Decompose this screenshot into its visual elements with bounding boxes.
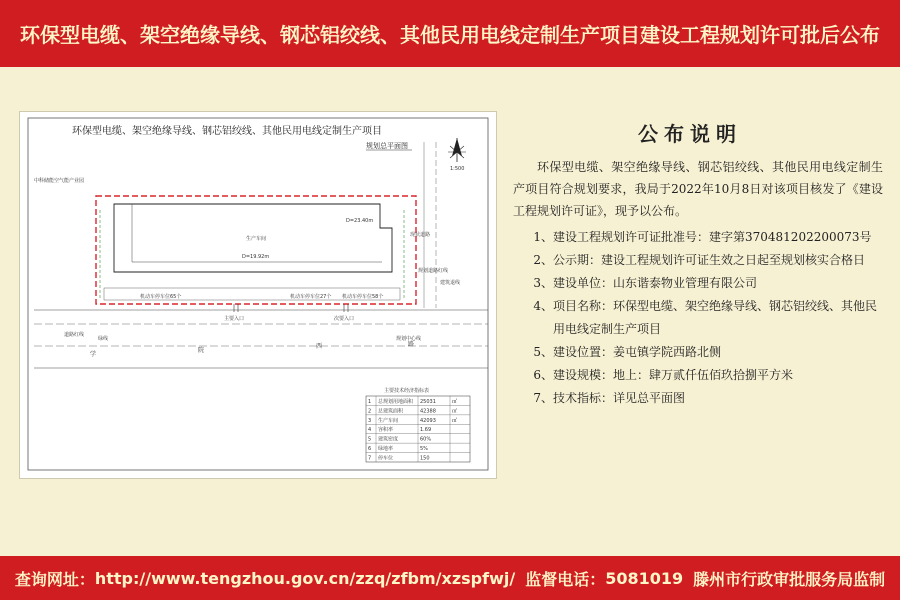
phone-number: 5081019 xyxy=(605,568,684,588)
item-text: 建设规模：地上：肆万贰仟伍佰玖拾捌平方米 xyxy=(553,368,794,382)
side-label-setback: 建筑退线 xyxy=(440,280,461,286)
site-plan-drawing xyxy=(20,112,496,478)
notice-item xyxy=(513,364,883,387)
item-number: 5、 xyxy=(533,345,553,359)
item-number: 6、 xyxy=(533,368,553,382)
item-text: 公示期：建设工程规划许可证生效之日起至规划核实合格日 xyxy=(553,253,866,267)
notice-items xyxy=(513,226,883,410)
side-label-redline: 道路红线 xyxy=(64,332,85,338)
item-number: 3、 xyxy=(533,276,553,290)
page-title: 环保型电缆、架空绝缘导线、钢芯铝绞线、其他民用电线定制生产项目建设工程规划许可批后公布 xyxy=(20,23,880,47)
building-height-label: D=23.40m xyxy=(346,218,374,224)
north-arrow-icon xyxy=(448,138,466,162)
notice-title: 公布说明 xyxy=(638,122,742,146)
building-label: 生产车间 xyxy=(246,236,267,242)
table-cell: ㎡ xyxy=(452,417,458,424)
table-cell: 总建筑面积 xyxy=(378,408,404,415)
neighbor-label: 中科储能空气能产业园 xyxy=(34,178,85,184)
secondary-entrance-label: 次要入口 xyxy=(334,316,355,322)
query-label: 查询网址： xyxy=(14,569,95,589)
table-cell: 25031 xyxy=(420,398,436,405)
table-cell: 容积率 xyxy=(378,427,394,434)
item-number: 2、 xyxy=(533,253,553,267)
notice-item xyxy=(513,341,883,364)
table-cell: 建筑密度 xyxy=(378,436,399,443)
indicator-table xyxy=(366,387,470,462)
header-banner xyxy=(0,0,900,67)
supervisor-label: 滕州市行政审批服务局监制 xyxy=(693,569,886,589)
item-text: 建设单位：山东谐泰物业管理有限公司 xyxy=(553,276,758,290)
table-title: 主要技术经济指标表 xyxy=(384,388,430,394)
table-cell: ㎡ xyxy=(452,398,458,405)
table-cell: 3 xyxy=(368,417,372,424)
side-label-planned-redline: 规划道路红线 xyxy=(418,268,449,274)
road-name-char-3: 西 xyxy=(316,343,323,350)
road-name-char-4: 路 xyxy=(408,341,415,348)
table-cell: 1.69 xyxy=(420,427,432,434)
plan-subtitle: 规划总平面图 xyxy=(366,142,408,150)
notice-item xyxy=(513,387,883,410)
table-cell: 42388 xyxy=(420,408,436,415)
plan-scale: 1:500 xyxy=(450,166,465,172)
table-cell: 5 xyxy=(368,436,372,443)
item-text: 技术指标：详见总平面图 xyxy=(553,391,686,405)
parking-label-2: 机动车停车位27个 xyxy=(290,294,332,300)
table-cell: ㎡ xyxy=(452,408,458,415)
table-cell: 停车位 xyxy=(378,455,394,462)
notice-item xyxy=(513,295,883,341)
notice-item xyxy=(513,272,883,295)
side-label-green: 绿线 xyxy=(98,336,109,342)
table-cell: 绿地率 xyxy=(378,446,394,453)
table-cell: 5% xyxy=(420,446,428,453)
table-cell: 生产车间 xyxy=(378,417,399,424)
footer-banner xyxy=(0,556,900,600)
notice-item xyxy=(513,249,883,272)
main-entrance-label: 主要入口 xyxy=(224,316,245,322)
notice-item xyxy=(513,226,883,249)
item-number: 7、 xyxy=(533,391,553,405)
table-cell: 4 xyxy=(368,427,372,434)
item-text: 建设位置：姜屯镇学院西路北侧 xyxy=(553,345,722,359)
table-cell: 总规划用地面积 xyxy=(378,398,414,405)
notice-intro: 环保型电缆、架空绝缘导线、钢芯铝绞线、其他民用电线定制生产项目符合规划要求，我局于2022年10月8日对该项目核发了《建设工程规划许可证》，现予以公布。 xyxy=(513,160,883,218)
road-name-char-1: 学 xyxy=(90,351,97,358)
table-cell: 1 xyxy=(368,398,372,405)
query-url-link[interactable]: http://www.tengzhou.gov.cn/zzq/zfbm/xzspfwj/ xyxy=(94,568,516,588)
table-cell: 60% xyxy=(420,436,432,443)
phone-label: 监督电话： xyxy=(525,569,606,589)
building-height-label-2: D=19.92m xyxy=(242,254,270,260)
item-text: 建设工程规划许可证批准号：建字第370481202200073号 xyxy=(553,230,872,244)
table-cell: 2 xyxy=(368,408,372,415)
parking-label-1: 机动车停车位65个 xyxy=(140,294,182,300)
item-number: 4、 xyxy=(533,299,553,313)
table-cell: 7 xyxy=(368,455,372,462)
table-cell: 6 xyxy=(368,446,372,453)
road-name-char-2: 院 xyxy=(198,347,205,354)
table-cell: 150 xyxy=(420,455,430,462)
side-label-road: 现状道路 xyxy=(410,232,431,238)
side-label-center: 规划中心线 xyxy=(396,336,422,342)
item-number: 1、 xyxy=(533,230,553,244)
drawing-frame xyxy=(28,118,488,470)
item-text: 项目名称：环保型电缆、架空绝缘导线、钢芯铝绞线、其他民用电线定制生产项目 xyxy=(553,299,878,336)
site-plan-svg xyxy=(20,112,496,478)
parking-label-3: 机动车停车位58个 xyxy=(342,294,384,300)
plan-title: 环保型电缆、架空绝缘导线、钢芯铝绞线、其他民用电线定制生产项目 xyxy=(72,126,382,137)
table-cell: 42093 xyxy=(420,417,436,424)
